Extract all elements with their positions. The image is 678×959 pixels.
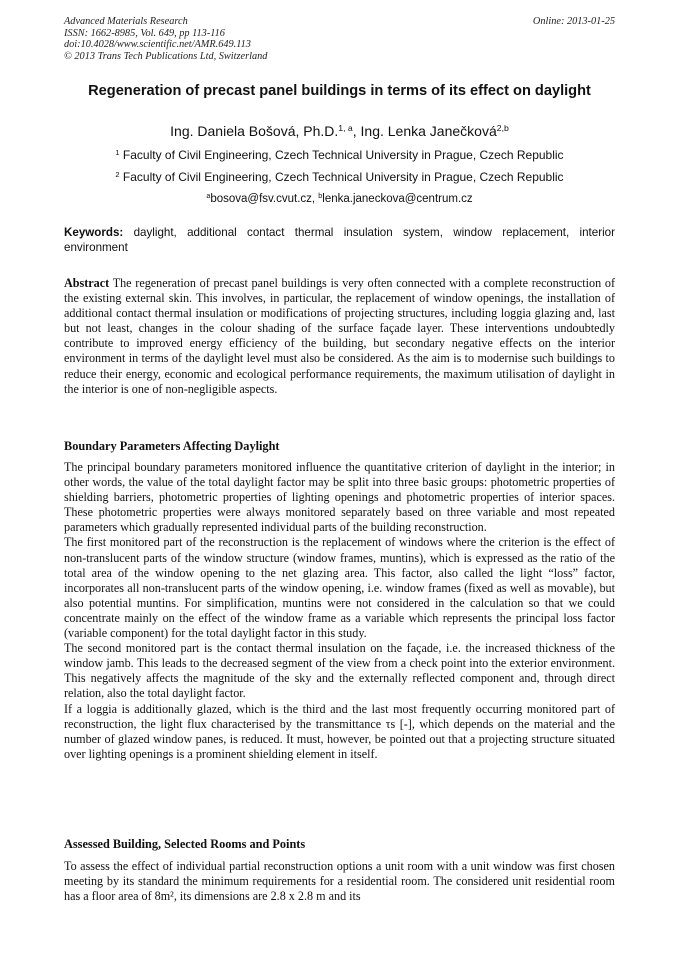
- section-body-boundary: [64, 460, 615, 762]
- author-emails: [64, 192, 615, 207]
- author-line: [64, 122, 615, 140]
- author-1-name: Ing. Daniela Bošová, Ph.D.: [170, 123, 339, 139]
- paragraph: To assess the effect of individual partial reconstruction options a unit room with a unit window was first chosen meeting by its standard the minimum requirements for a residential room. The considered unit residential room has a floor area of 8m², its dimensions are 2.8 x 2.8 m and its: [64, 859, 615, 904]
- affiliation-2-text: Faculty of Civil Engineering, Czech Technical University in Prague, Czech Republic: [122, 170, 564, 184]
- keywords-text: daylight, additional contact thermal insulation system, window replacement, interior environment: [64, 226, 615, 254]
- author-2-name: Ing. Lenka Janečková: [360, 123, 497, 139]
- author-separator: ,: [352, 123, 361, 139]
- doi-line: doi:10.4028/www.scientific.net/AMR.649.113: [64, 39, 251, 50]
- journal-name: Advanced Materials Research: [64, 16, 188, 27]
- author-2-sup: 2,b: [496, 123, 509, 134]
- paragraph: If a loggia is additionally glazed, which is the third and the last most frequently occurring monitored part of reconstruction, the light flux characterised by the transmittance τs [-], which depends on the material and the number of glazed window panes, is reduced. It must, however, be pointed out that a projecting structure situated over lighting openings is a prominent shielding element in itself.: [64, 701, 615, 761]
- email-a: bosova@fsv.cvut.cz: [210, 193, 312, 205]
- abstract: [64, 276, 615, 397]
- email-a-sup: a: [206, 192, 211, 201]
- abstract-label: Abstract: [64, 276, 110, 290]
- paragraph: The second monitored part is the contact thermal insulation on the façade, i.e. the increased thickness of the window jamb. This leads to the decreased segment of the view from a check point into the exterior environment. This negatively affects the magnitude of the sky and the externally reflected component and, through direct relation, also the total daylight factor.: [64, 641, 615, 701]
- affiliation-1-num: 1: [115, 147, 120, 157]
- email-separator: ,: [311, 193, 319, 205]
- copyright-line: © 2013 Trans Tech Publications Ltd, Switzerland: [64, 50, 268, 62]
- author-1-sup: 1, a: [338, 123, 353, 134]
- section-heading-boundary: Boundary Parameters Affecting Daylight: [64, 439, 280, 453]
- email-b: lenka.janeckova@centrum.cz: [322, 193, 473, 205]
- affiliation-1: [64, 148, 615, 163]
- email-b-sup: b: [318, 192, 323, 201]
- paragraph: The first monitored part of the reconstruction is the replacement of windows where the criterion is the effect of non-translucent parts of the window structure (window frames, muntins), which is expressed as the ratio of the total area of the window opening to the net glazing area. This factor, also called the light “loss” factor, incorporates all non-translucent parts of the window opening, i.e. window frames (fixed as well as movable), but also potential muntins. For simplification, muntins were not considered in the calculation so that we could concentrate mainly on the effect of the window frame as a variable which represents the principal loss factor (variable component) for the total daylight factor in this study.: [64, 535, 615, 641]
- online-date: Online: 2013-01-25: [532, 16, 615, 27]
- affiliation-2: [64, 170, 615, 185]
- affiliation-1-text: Faculty of Civil Engineering, Czech Technical University in Prague, Czech Republic: [122, 148, 564, 162]
- keywords: [64, 226, 615, 256]
- issn-line: ISSN: 1662-8985, Vol. 649, pp 113-116: [64, 27, 225, 39]
- journal-header: [64, 16, 615, 62]
- paper-title: Regeneration of precast panel buildings in terms of its effect on daylight: [88, 83, 591, 99]
- abstract-text: The regeneration of precast panel buildings is very often connected with a complete reconstruction of the existing external skin. This involves, in particular, the replacement of window openings, the installation of additional contact thermal insulation or modifications of projecting structures, including loggia glazing and, last but not least, changes in the colour shading of the surface façade layer. These interventions undoubtedly contribute to improved energy efficiency of the building, but secondary negative effects on the interior environment in terms of the daylight level must also be considered. As the aim is to modernise such buildings to reduce their energy, economic and ecological performance requirements, the maximum utilisation of daylight in the interior is one of non-negligible aspects.: [64, 276, 615, 396]
- paragraph: The principal boundary parameters monitored influence the quantitative criterion of daylight in the interior; in other words, the value of the total daylight factor may be split into three basic groups: photometric properties of shielding barriers, photometric properties of lighting openings and photometric properties of interior spaces. These photometric properties were always monitored separately based on three variable and most repeated parameters which gradually represented individual parts of the building reconstruction.: [64, 460, 615, 535]
- section-body-assessed: [64, 859, 615, 904]
- affiliation-2-num: 2: [115, 169, 120, 179]
- section-heading-assessed: Assessed Building, Selected Rooms and Points: [64, 837, 306, 851]
- keywords-label: Keywords:: [64, 226, 124, 239]
